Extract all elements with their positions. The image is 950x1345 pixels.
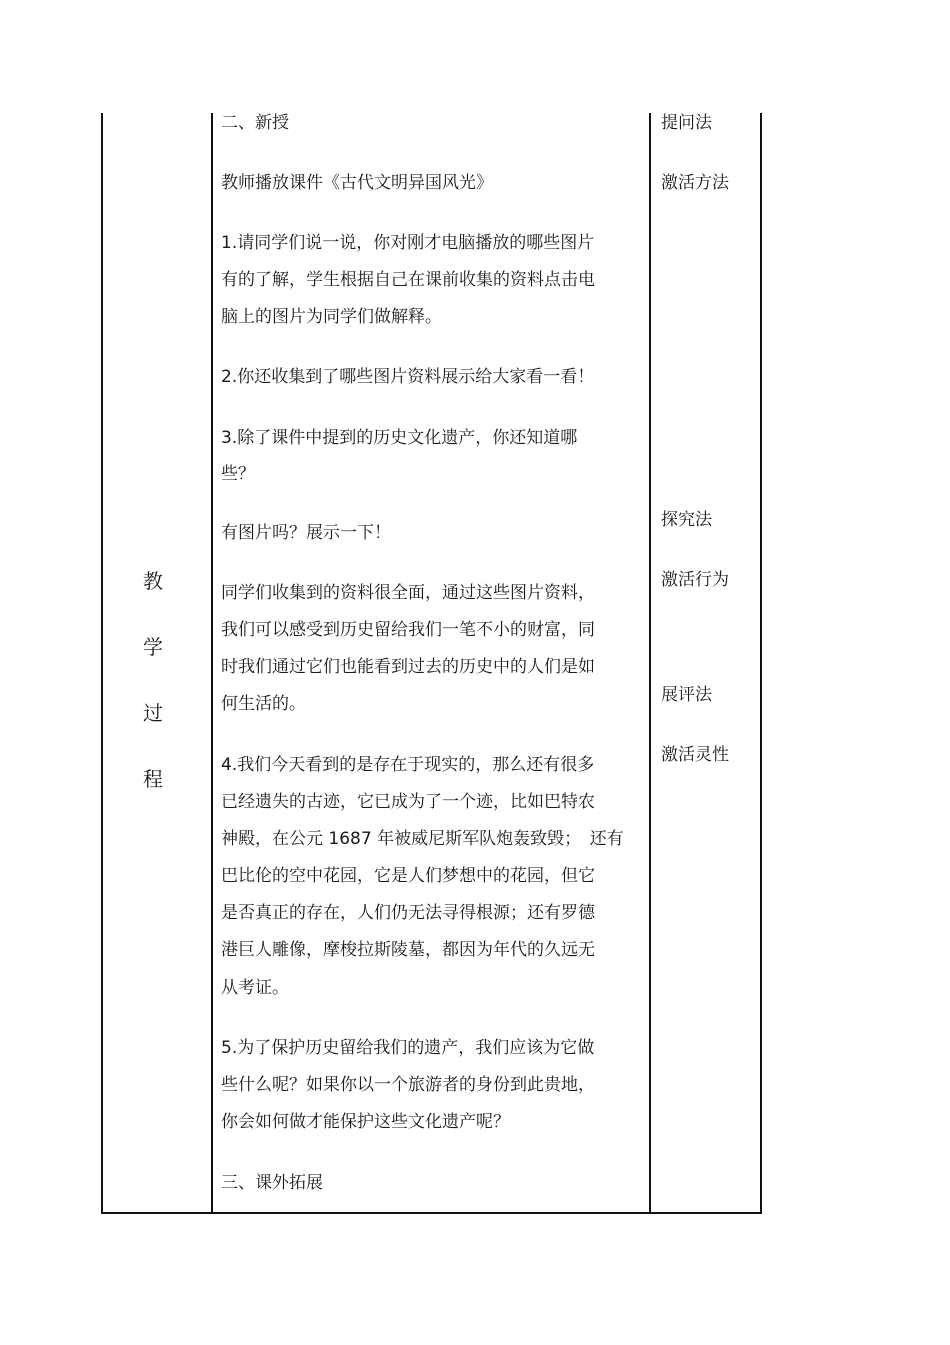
paragraph: 有图片吗？展示一下！ xyxy=(221,523,391,543)
table-border-right xyxy=(760,113,762,1214)
table-border-bottom xyxy=(101,1212,762,1214)
method-label: 激活方法 xyxy=(661,173,729,193)
paragraph-line: 已经遗失的古迹，它已成为了一个迹，比如巴特农 xyxy=(221,792,595,812)
table-border-left xyxy=(101,113,103,1214)
method-label: 激活行为 xyxy=(661,570,729,590)
paragraph-line: 1.请同学们说一说，你对刚才电脑播放的哪些图片 xyxy=(221,233,595,253)
paragraph-line: 脑上的图片为同学们做解释。 xyxy=(221,307,442,327)
paragraph-line: 从考证。 xyxy=(221,978,289,998)
label-char: 过 xyxy=(143,701,163,725)
paragraph: 2.你还收集到了哪些图片资料展示给大家看一看！ xyxy=(221,367,595,387)
method-label: 提问法 xyxy=(661,113,712,133)
paragraph-line: 巴比伦的空中花园，它是人们梦想中的花园，但它 xyxy=(221,866,595,886)
paragraph-line: 何生活的。 xyxy=(221,694,306,714)
paragraph-line: 我们可以感受到历史留给我们一笔不小的财富，同 xyxy=(221,620,595,640)
label-char: 教 xyxy=(143,569,163,593)
paragraph: 教师播放课件《古代文明异国风光》 xyxy=(221,173,493,193)
method-label: 探究法 xyxy=(661,510,712,530)
paragraph-line: 3.除了课件中提到的历史文化遗产，你还知道哪 xyxy=(221,428,578,448)
paragraph-line: 些？ xyxy=(221,464,255,484)
paragraph-line: 神殿，在公元 1687 年被威尼斯军队炮轰致毁； 还有 xyxy=(221,829,624,849)
section-heading: 三、课外拓展 xyxy=(221,1173,323,1193)
label-char: 学 xyxy=(143,635,163,659)
paragraph-line: 是否真正的存在，人们仍无法寻得根源；还有罗德 xyxy=(221,903,595,923)
paragraph-line: 时我们通过它们也能看到过去的历史中的人们是如 xyxy=(221,657,595,677)
paragraph-line: 有的了解，学生根据自己在课前收集的资料点击电 xyxy=(221,270,595,290)
paragraph-line: 些什么呢？如果你以一个旅游者的身份到此贵地， xyxy=(221,1075,595,1095)
table-divider-2 xyxy=(649,113,651,1214)
method-label: 展评法 xyxy=(661,685,712,705)
table-divider-1 xyxy=(211,113,213,1214)
paragraph-line: 你会如何做才能保护这些文化遗产呢？ xyxy=(221,1112,510,1132)
section-heading: 二、新授 xyxy=(221,113,289,133)
paragraph-line: 同学们收集到的资料很全面，通过这些图片资料， xyxy=(221,583,595,603)
paragraph-line: 5.为了保护历史留给我们的遗产，我们应该为它做 xyxy=(221,1038,595,1058)
label-char: 程 xyxy=(143,767,163,791)
paragraph-line: 4.我们今天看到的是存在于现实的，那么还有很多 xyxy=(221,755,595,775)
paragraph-line: 港巨人雕像，摩梭拉斯陵墓，都因为年代的久远无 xyxy=(221,940,595,960)
method-label: 激活灵性 xyxy=(661,745,729,765)
